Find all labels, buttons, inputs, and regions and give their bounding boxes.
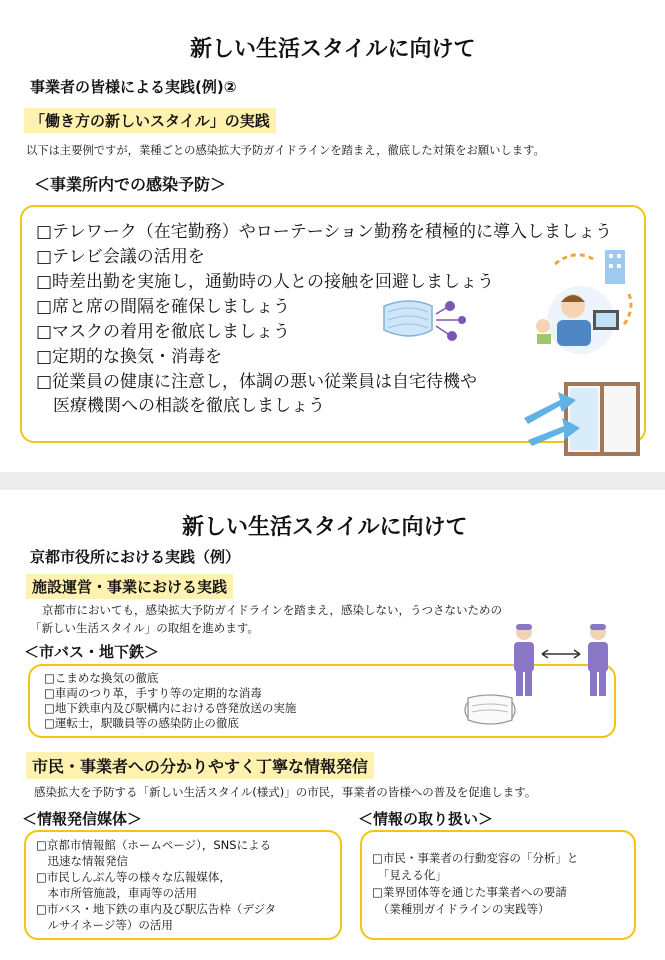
page-title: 新しい生活スタイルに向けて (182, 515, 468, 540)
telework-illustration-icon (525, 240, 645, 355)
list-item: 迅速な情報発信 (36, 854, 128, 868)
section-heading: 施設運営・事業における実践 (26, 574, 233, 599)
list-item: □時差出勤を実施し，通勤時の人との接触を回避しましょう (36, 272, 495, 292)
info-box (360, 830, 636, 940)
list-item: □地下鉄車内及び駅構内における啓発放送の実施 (44, 701, 297, 715)
subtitle: 京都市役所における実践（例） (30, 548, 241, 566)
list-item: □車両のつり革，手すり等の定期的な消毒 (44, 686, 262, 700)
list-item: ルサイネージ等）の活用 (36, 918, 173, 932)
page-title: 新しい生活スタイルに向けて (190, 37, 476, 62)
list-item: 「見える化」 (372, 868, 447, 882)
list-item: □従業員の健康に注意し，体調の悪い従業員は自宅待機や (36, 372, 478, 392)
list-item: □こまめな換気の徹底 (44, 671, 159, 685)
intro-text: 「新しい生活スタイル」の取組を進めます。 (30, 621, 259, 635)
subtitle: 事業者の皆様による実践(例)② (30, 78, 237, 96)
list-item: □市民・事業者の行動変容の「分析」と (372, 851, 579, 865)
intro-text: 感染拡大を予防する「新しい生活スタイル(様式)」の市民，事業者の皆様への普及を促進します。 (34, 785, 537, 799)
intro-text: 以下は主要例ですが，業種ごとの感染拡大予防ガイドラインを踏まえ，徹底した対策をお願いします。 (26, 144, 545, 157)
section-heading: 市民・事業者への分かりやすく丁寧な情報発信 (26, 752, 374, 779)
list-item: □テレワーク（在宅勤務）やローテーション勤務を積極的に導入しましょう (36, 222, 613, 242)
list-item: □定期的な換気・消毒を (36, 347, 223, 367)
slide-2 (0, 490, 665, 960)
section-label: ＜情報の取り扱い＞ (358, 810, 494, 828)
media-box (24, 830, 342, 940)
list-item: 本市所管施設，車両等の活用 (36, 886, 197, 900)
section-label: ＜事業所内での感染予防＞ (34, 175, 227, 194)
list-item: □運転士，駅職員等の感染防止の徹底 (44, 716, 239, 730)
mask-virus-illustration-icon (380, 290, 470, 350)
section-label: ＜市バス・地下鉄＞ (24, 643, 160, 661)
list-item: □席と席の間隔を確保しましょう (36, 297, 291, 317)
social-distance-illustration-icon (500, 620, 620, 700)
list-item: （業種別ガイドラインの実践等） (372, 902, 550, 916)
list-item: □業界団体等を通じた事業者への要請 (372, 885, 567, 899)
section-label: ＜情報発信媒体＞ (22, 810, 143, 828)
mask-icon (460, 690, 520, 730)
intro-text: 京都市においても，感染拡大予防ガイドラインを踏まえ，感染しない，うつさないための (42, 603, 502, 617)
list-item: □テレビ会議の活用を (36, 247, 205, 267)
list-item: □市民しんぶん等の様々な広報媒体， (36, 870, 231, 884)
section-heading: 「働き方の新しいスタイル」の実践 (24, 108, 276, 133)
list-item: □京都市情報館（ホームページ），SNSによる (36, 838, 272, 852)
slide-1 (0, 0, 665, 472)
list-item: □マスクの着用を徹底しましょう (36, 322, 291, 342)
list-item: □市バス・地下鉄の車内及び駅広告枠（デジタ (36, 902, 277, 916)
list-item: 医療機関への相談を徹底しましょう (36, 396, 325, 416)
ventilation-window-icon (520, 378, 645, 458)
